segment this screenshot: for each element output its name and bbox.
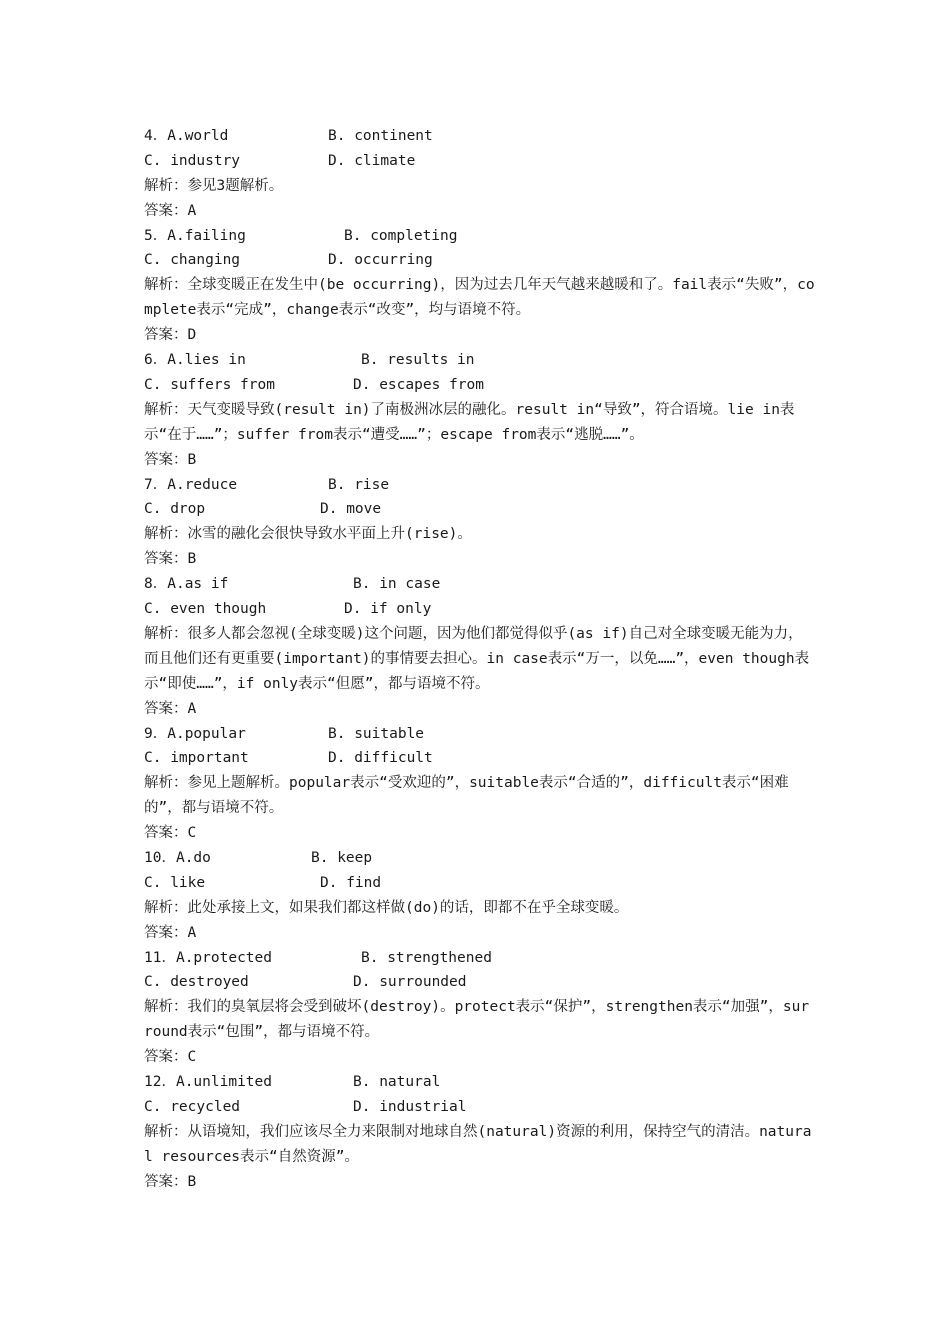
answer: 答案：C — [144, 1049, 197, 1066]
option-a: 10．A.do — [144, 850, 211, 866]
option-d: D. climate — [328, 152, 416, 169]
option-d: D. industrial — [353, 1098, 467, 1115]
option-d: D. move — [320, 501, 382, 518]
options-row — [144, 1070, 816, 1095]
options-row — [144, 149, 816, 174]
answer: 答案：B — [144, 551, 197, 568]
option-c: C. industry — [144, 152, 241, 169]
options-row — [144, 597, 816, 622]
option-c: C. even though — [144, 601, 267, 618]
answer: 答案：D — [144, 327, 197, 344]
options-row — [144, 348, 816, 373]
option-b: B. strengthened — [361, 949, 492, 966]
document-page — [144, 124, 816, 1195]
answer: 答案：B — [144, 1173, 197, 1190]
question-block — [144, 124, 816, 224]
question-block — [144, 572, 816, 721]
answer: 答案：A — [144, 924, 197, 941]
option-c: C. suffers from — [144, 376, 275, 393]
option-b: B. continent — [328, 128, 433, 144]
option-b: B. suitable — [328, 725, 425, 742]
options-row — [144, 1095, 816, 1120]
option-a: 11．A.protected — [144, 949, 272, 966]
option-d: D. escapes from — [353, 376, 484, 393]
options-row — [144, 871, 816, 896]
explanation: 解析：冰雪的融化会很快导致水平面上升(rise)。 — [144, 526, 472, 543]
options-row — [144, 946, 816, 971]
option-b: B. completing — [344, 227, 458, 244]
options-row — [144, 497, 816, 522]
answer: 答案：B — [144, 451, 197, 468]
question-block — [144, 224, 816, 348]
explanation: 解析：此处承接上文，如果我们都这样做(do)的话，即都不在乎全球变暖。 — [144, 899, 629, 916]
question-block — [144, 722, 816, 846]
question-block — [144, 348, 816, 472]
option-c: C. changing — [144, 252, 241, 269]
explanation: 解析：很多人都会忽视(全球变暖)这个问题，因为他们都觉得似乎(as if)自己对全球变暖无能为力，而且他们还有更重要(important)的事情要去担心。in case表示“万一，以免……”，even though表示“即使……”，if only表示“但愿”，都与语境不符。 — [144, 625, 810, 692]
question-block — [144, 946, 816, 1070]
options-row — [144, 224, 816, 249]
options-row — [144, 722, 816, 747]
option-d: D. difficult — [328, 750, 433, 767]
options-row — [144, 746, 816, 771]
options-row — [144, 124, 816, 149]
option-a: 12．A.unlimited — [144, 1074, 272, 1091]
options-row — [144, 572, 816, 597]
option-a: 8．A.as if — [144, 576, 229, 593]
option-b: B. results in — [361, 352, 475, 369]
question-block — [144, 846, 816, 946]
option-b: B. natural — [353, 1074, 441, 1091]
option-a: 6．A.lies in — [144, 352, 246, 369]
explanation: 解析：我们的臭氧层将会受到破坏(destroy)。protect表示“保护”，strengthen表示“加强”，surround表示“包围”，都与语境不符。 — [144, 999, 810, 1041]
option-d: D. occurring — [328, 252, 433, 269]
explanation: 解析：参见3题解析。 — [144, 177, 284, 194]
option-b: B. in case — [353, 576, 441, 593]
answer: 答案：C — [144, 825, 197, 842]
options-row — [144, 846, 816, 871]
option-d: D. surrounded — [353, 974, 467, 991]
option-a: 4．A.world — [144, 128, 229, 144]
explanation: 解析：全球变暖正在发生中(be occurring)，因为过去几年天气越来越暖和了。fail表示“失败”，complete表示“完成”，change表示“改变”，均与语境不符。 — [144, 277, 815, 319]
options-row — [144, 970, 816, 995]
explanation: 解析：从语境知，我们应该尽全力来限制对地球自然(natural)资源的利用，保持空气的清洁。natural resources表示“自然资源”。 — [144, 1123, 812, 1165]
option-a: 5．A.failing — [144, 227, 246, 244]
explanation: 解析：参见上题解析。popular表示“受欢迎的”，suitable表示“合适的”，difficult表示“困难的”，都与语境不符。 — [144, 775, 789, 817]
option-c: C. recycled — [144, 1098, 241, 1115]
option-d: D. if only — [344, 601, 432, 618]
option-c: C. drop — [144, 501, 206, 518]
options-row — [144, 373, 816, 398]
explanation: 解析：天气变暖导致(result in)了南极洲冰层的融化。result in“导致”，符合语境。lie in表示“在于……”；suffer from表示“遭受……”；escape from表示“逃脱……”。 — [144, 401, 795, 443]
options-row — [144, 248, 816, 273]
options-row — [144, 473, 816, 498]
option-c: C. destroyed — [144, 974, 249, 991]
question-block — [144, 1070, 816, 1194]
answer: 答案：A — [144, 700, 197, 717]
option-b: B. keep — [311, 850, 373, 866]
option-b: B. rise — [328, 476, 390, 493]
option-c: C. important — [144, 750, 249, 767]
question-block — [144, 473, 816, 573]
option-a: 7．A.reduce — [144, 476, 238, 493]
option-d: D. find — [320, 874, 382, 891]
option-c: C. like — [144, 874, 206, 891]
answer: 答案：A — [144, 202, 197, 219]
option-a: 9．A.popular — [144, 725, 246, 742]
